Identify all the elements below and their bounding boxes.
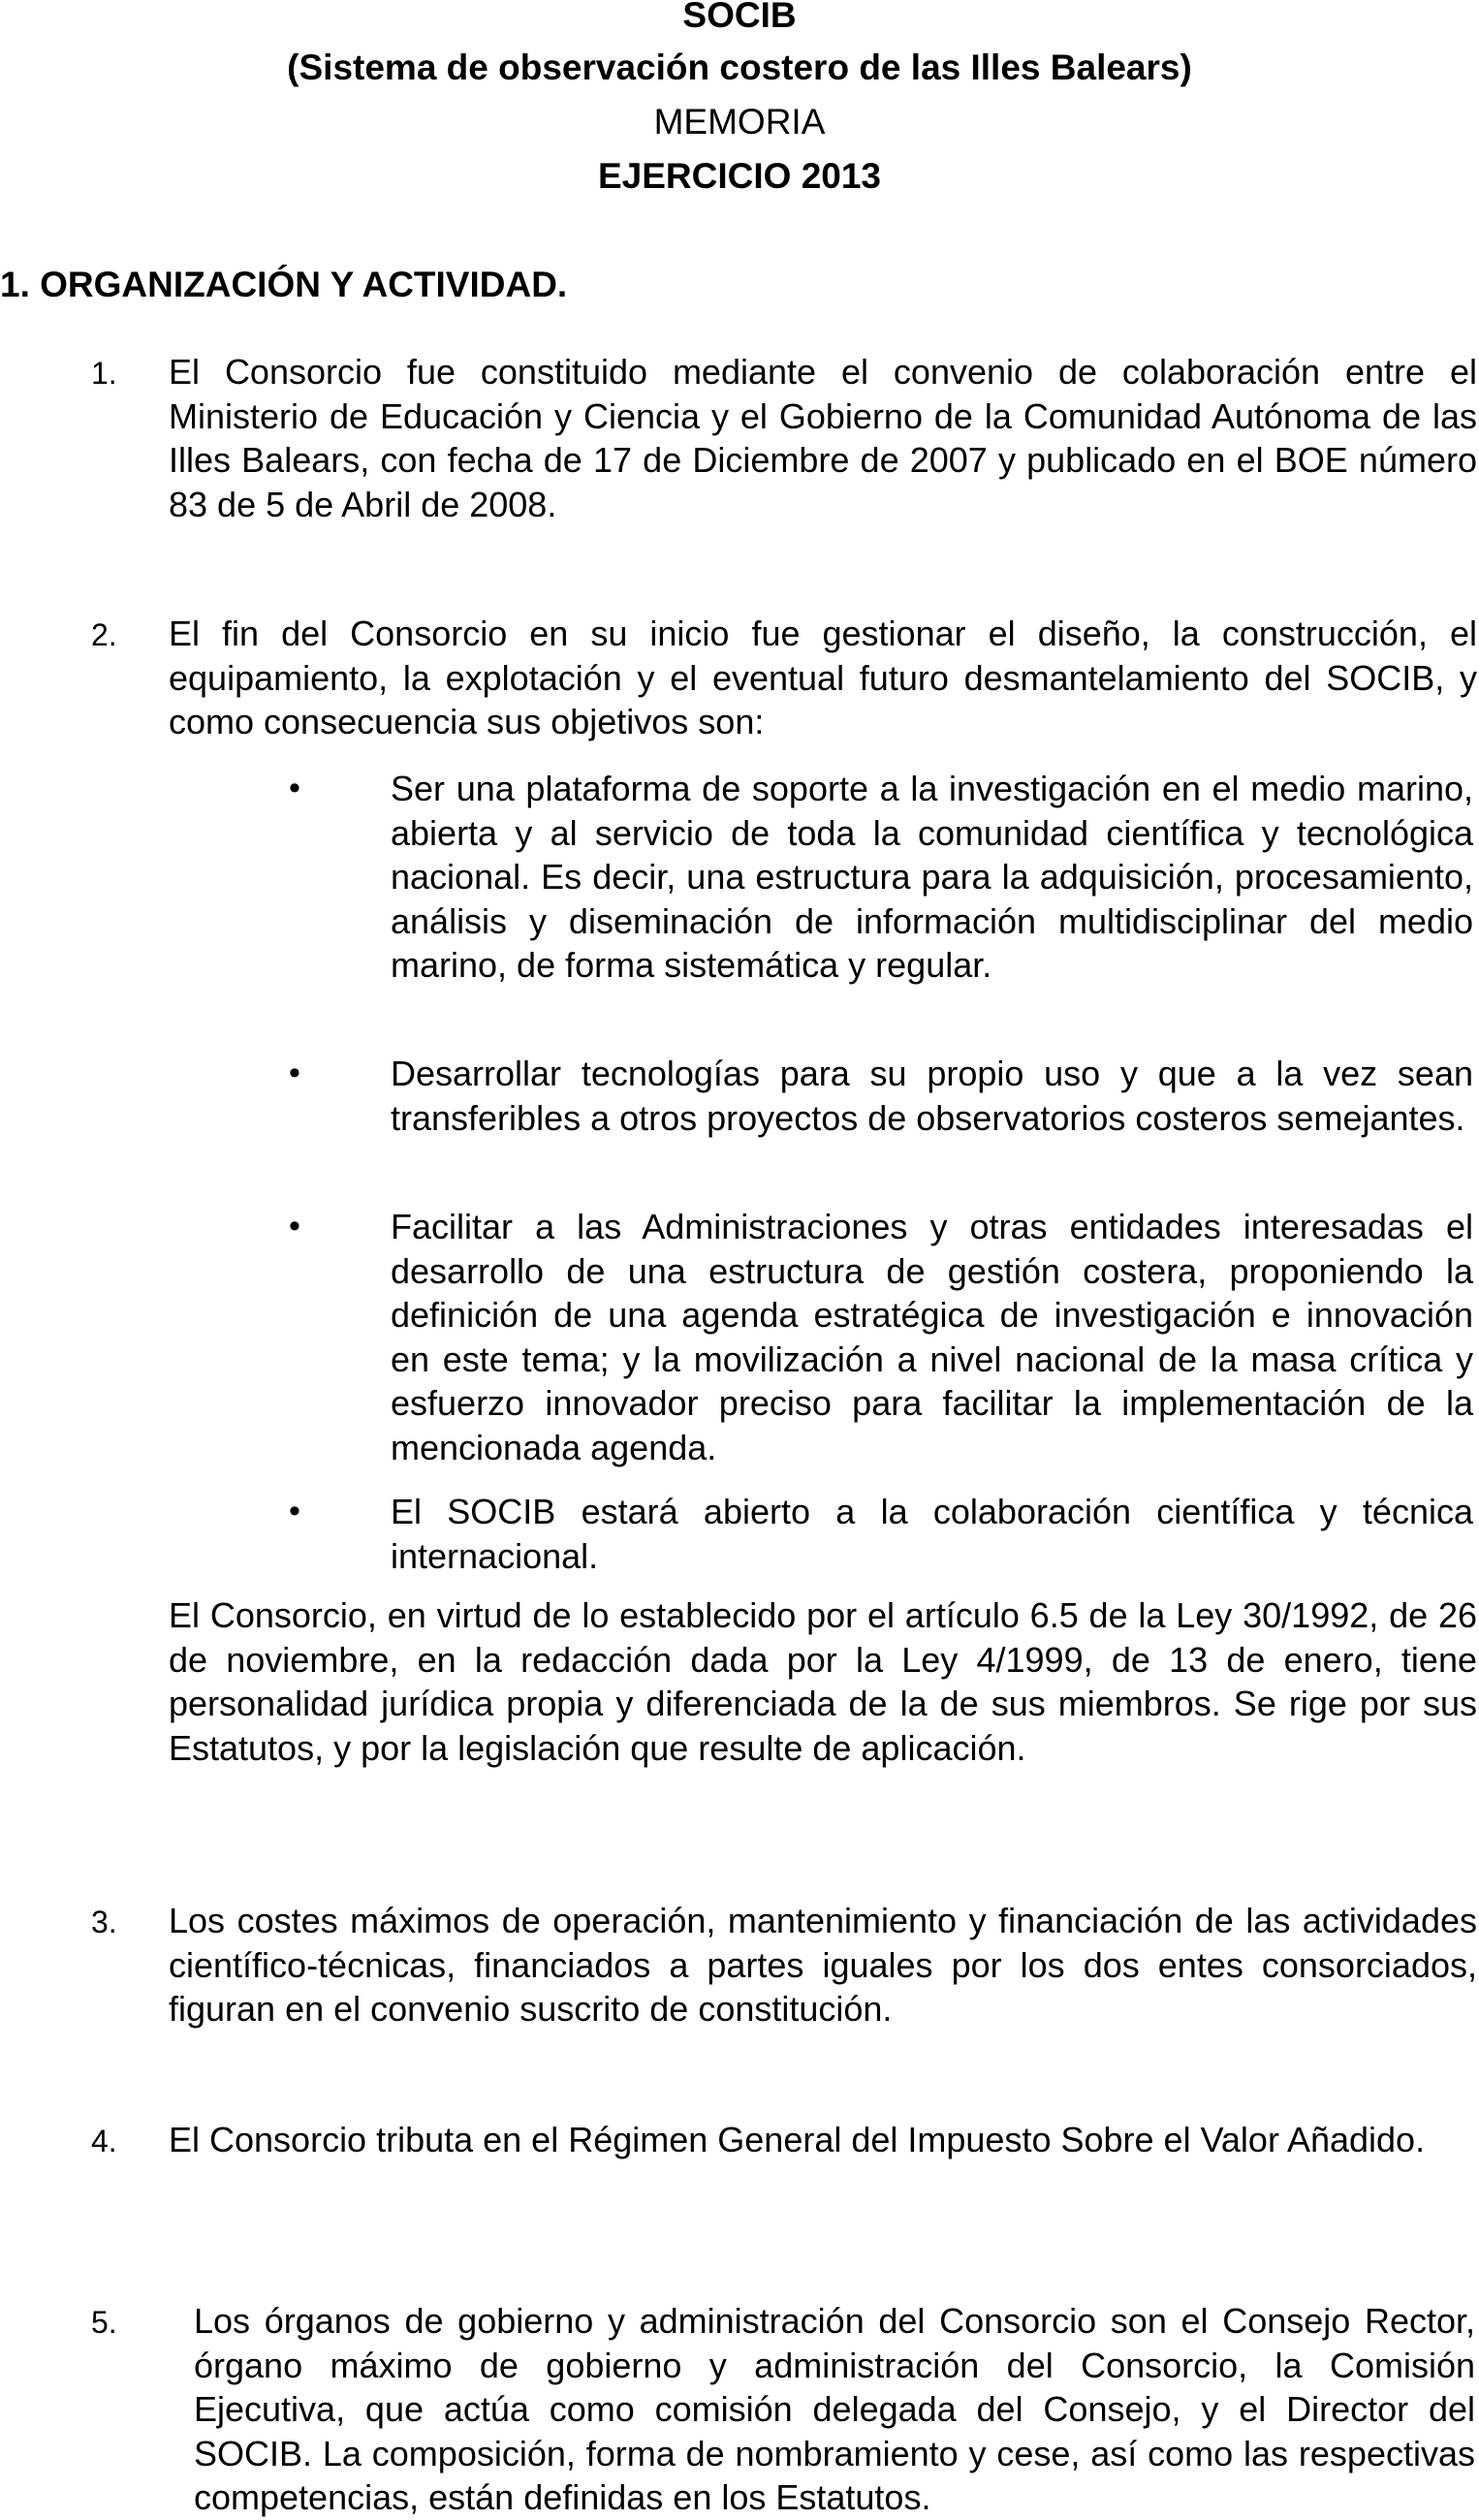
item-paragraph: Los órganos de gobierno y administración del Consorcio son el Consejo Rector, órgano máximo de gobierno y administración del Consorcio, la Comisión Ejecutiva, que actúa como comisión delegada del Consejo, y el Director del SOCIB. La composición, forma de nombramiento y cese, así como las respectivas competencias, están definidas en los Estatutos. xyxy=(194,2301,1475,2517)
item-paragraph: El fin del Consorcio en su inicio fue gestionar el diseño, la construcción, el equipamiento, la explotación y el eventual futuro desmantelamiento del SOCIB, y como consecuencia sus objetivos son: xyxy=(169,614,1477,741)
item-number: 1. xyxy=(91,356,117,391)
item-number: 3. xyxy=(91,1905,117,1939)
item-closing-paragraph: El Consorcio, en virtud de lo establecido por el artículo 6.5 de la Ley 30/1992, de 26 de noviembre, en la redacción dada por la Ley 4/1999, de 13 de enero, tiene personalidad jurídica propia y diferenciada de la de sus miembros. Se rige por sus Estatutos, y por la legislación que resulte de aplicación. xyxy=(169,1595,1477,1768)
item-paragraph: El Consorcio tributa en el Régimen General del Impuesto Sobre el Valor Añadido. xyxy=(169,2120,1426,2159)
header-subtitle: (Sistema de observación costero de las Illes Balears) xyxy=(287,47,1192,87)
bullet-symbol: • xyxy=(289,1208,300,1244)
bullet-paragraph: Facilitar a las Administraciones y otras entidades interesadas el desarrollo de una estructura de gestión costera, proponiendo la definición de una agenda estratégica de investigación e innovación en este tema; y la movilización a nivel nacional de la masa crítica y esfuerzo innovador preciso para facilitar la implementación de la mencionada agenda. xyxy=(391,1207,1473,1467)
bullet-symbol: • xyxy=(289,1055,300,1091)
item-number: 5. xyxy=(91,2305,117,2340)
bullet-paragraph: Ser una plataforma de soporte a la investigación en el medio marino, abierta y al servicio de toda la comunidad científica y tecnológica nacional. Es decir, una estructura para la adquisición, procesamiento, análisis y diseminación de información multidisciplinar del medio marino, de forma sistemática y regular. xyxy=(391,769,1473,985)
item-paragraph: El Consorcio fue constituido mediante el convenio de colaboración entre el Ministerio de Educación y Ciencia y el Gobierno de la Comunidad Autónoma de las Illes Balears, con fecha de 17 de Diciembre de 2007 y publicado en el BOE número 83 de 5 de Abril de 2008. xyxy=(169,352,1477,524)
bullet-paragraph: Desarrollar tecnologías para su propio uso y que a la vez sean transferibles a otros proyectos de observatorios costeros semejantes. xyxy=(391,1054,1473,1138)
item-number: 4. xyxy=(91,2124,117,2158)
header-ejercicio: EJERCICIO 2013 xyxy=(597,156,882,196)
bullet-symbol: • xyxy=(289,770,300,806)
header-title: SOCIB xyxy=(682,0,797,35)
bullet-symbol: • xyxy=(289,1493,300,1529)
item-number: 2. xyxy=(91,617,117,652)
header-memoria: MEMORIA xyxy=(653,102,826,142)
bullet-paragraph: El SOCIB estará abierto a la colaboración científica y técnica internacional. xyxy=(391,1492,1473,1576)
item-paragraph: Los costes máximos de operación, mantenimiento y financiación de las actividades científico-técnicas, financiados a partes iguales por los dos entes consorciados, figuran en el convenio suscrito de constitución. xyxy=(169,1901,1477,2029)
section-title: 1. ORGANIZACIÓN Y ACTIVIDAD. xyxy=(0,265,568,304)
